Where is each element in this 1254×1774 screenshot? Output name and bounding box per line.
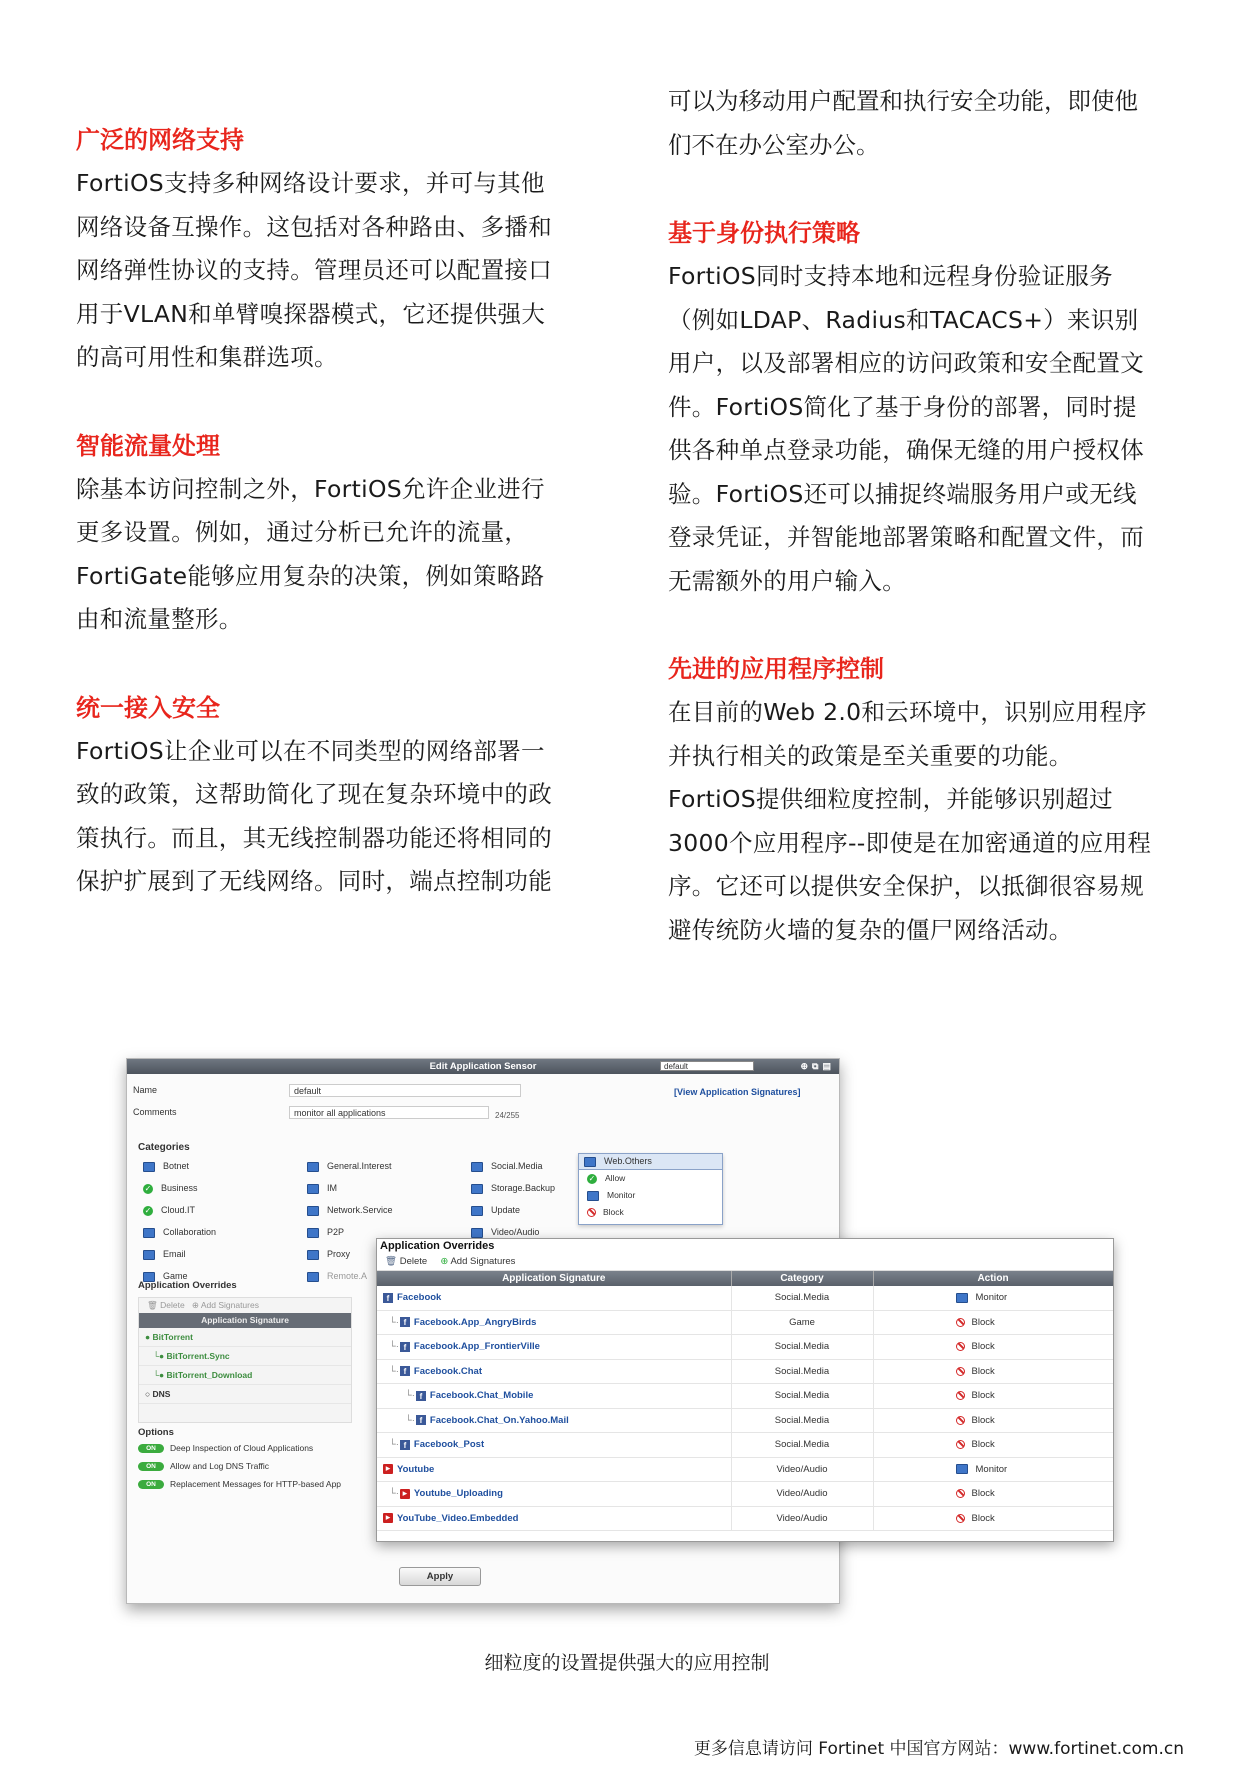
right-column [668, 80, 1188, 996]
table-row[interactable]: └· f Facebook.App_AngryBirds Game Block [377, 1310, 1113, 1335]
section-body [76, 730, 596, 904]
youtube-icon: ▶ [400, 1489, 410, 1499]
section-title: 统一接入安全 [76, 693, 220, 722]
action-dropdown[interactable] [578, 1153, 723, 1225]
text-line: （例如LDAP、Radius和TACACS+）来识别 [668, 305, 1139, 334]
mini-row[interactable]: └● BitTorrent.Sync [139, 1347, 351, 1366]
monitor-icon [307, 1272, 319, 1282]
text-line: 可以为移动用户配置和执行安全功能，即使他 [668, 87, 1138, 115]
text-line: 的高可用性和集群选项。 [76, 343, 338, 371]
text-line: 供各种单点登录功能，确保无缝的用户授权体 [668, 436, 1144, 464]
text-line: 们不在办公室办公。 [668, 130, 880, 159]
window-title-bar [127, 1059, 839, 1074]
monitor-icon [307, 1206, 319, 1216]
text-line: 策执行。而且，其无线控制器功能还将相同的 [76, 823, 552, 852]
text-line: 件。FortiOS简化了基于身份的部署，同时提 [668, 392, 1137, 421]
category-item[interactable]: IM [307, 1183, 337, 1194]
option-row[interactable]: ON Allow and Log DNS Traffic [138, 1461, 269, 1471]
allow-icon: ✓ [144, 1205, 152, 1215]
categories-heading: Categories [138, 1142, 190, 1153]
monitor-icon [471, 1162, 483, 1172]
youtube-icon: ▶ [383, 1464, 393, 1474]
monitor-icon [584, 1157, 596, 1167]
allow-icon: ✓ [588, 1173, 596, 1183]
monitor-icon [307, 1228, 319, 1238]
section-app-control [668, 647, 1188, 952]
table-row[interactable]: └· f Facebook.App_FrontierVille Social.Media Block [377, 1335, 1113, 1360]
table-row[interactable]: └· f Facebook_Post Social.Media Block [377, 1433, 1113, 1458]
category-item[interactable]: Social.Media [471, 1161, 543, 1172]
profile-select[interactable]: default [660, 1061, 754, 1071]
overrides-heading: Application Overrides [138, 1280, 237, 1291]
section-title: 广泛的网络支持 [76, 126, 244, 154]
category-item[interactable]: Collaboration [143, 1227, 216, 1238]
toggle-switch[interactable]: ON [138, 1462, 164, 1471]
facebook-icon: f [416, 1415, 426, 1425]
category-item[interactable]: Botnet [143, 1161, 189, 1172]
facebook-icon: f [400, 1366, 410, 1376]
section-traffic-processing [76, 424, 596, 642]
text-line: 由和流量整形。 [76, 605, 243, 633]
text-line: 登录凭证，并智能地部署策略和配置文件，而 [668, 523, 1144, 551]
block-icon [956, 1416, 965, 1425]
category-item[interactable]: Proxy [307, 1249, 350, 1260]
monitor-icon [956, 1464, 968, 1474]
char-counter: 24/255 [495, 1111, 520, 1120]
text-line: 无需额外的用户输入。 [668, 566, 906, 595]
mini-row[interactable]: └● BitTorrent_Download [139, 1366, 351, 1385]
toolbar-icons[interactable]: ⊕⧉▤ [800, 1061, 835, 1071]
category-item[interactable]: Email [143, 1249, 186, 1260]
text-line: FortiGate能够应用复杂的决策，例如策略路 [76, 561, 545, 590]
column-header[interactable]: Category [731, 1271, 873, 1286]
category-item[interactable]: Remote.A [307, 1271, 367, 1282]
category-item[interactable]: General.Interest [307, 1161, 392, 1172]
left-column [76, 118, 596, 948]
text-line: FortiOS提供细粒度控制，并能够识别超过 [668, 785, 1113, 813]
youtube-icon: ▶ [383, 1513, 393, 1523]
add-signatures-button[interactable]: ⊕ Add Signatures [440, 1256, 516, 1267]
block-icon [956, 1440, 965, 1449]
continued-paragraph [668, 80, 1188, 167]
monitor-icon [307, 1162, 319, 1172]
option-row[interactable]: ON Replacement Messages for HTTP-based App [138, 1479, 341, 1489]
text-line: 用户，以及部署相应的访问政策和安全配置文 [668, 349, 1144, 377]
mini-row[interactable]: ○ DNS [139, 1385, 351, 1404]
table-row[interactable]: └· ▶ Youtube_Uploading Video/Audio Block [377, 1482, 1113, 1507]
plus-icon: ⊕ [440, 1256, 449, 1267]
delete-button[interactable]: 🗑 Delete [385, 1256, 428, 1267]
monitor-icon [143, 1162, 155, 1172]
text-line: 保护扩展到了无线网络。同时，端点控制功能 [76, 867, 552, 895]
text-line: 用于VLAN和单臂嗅探器模式，它还提供强大 [76, 299, 546, 328]
monitor-icon [587, 1191, 599, 1201]
table-row[interactable]: └· f Facebook.Chat Social.Media Block [377, 1359, 1113, 1384]
column-header[interactable]: Action [873, 1271, 1113, 1286]
text-line: 网络弹性协议的支持。管理员还可以配置接口 [76, 256, 552, 284]
monitor-icon [307, 1250, 319, 1260]
mini-column-header: Application Signature [139, 1313, 351, 1328]
section-body [76, 162, 596, 380]
name-label: Name [133, 1085, 158, 1095]
table-row[interactable]: ▶ Youtube Video/Audio Monitor [377, 1457, 1113, 1482]
table-header-row [377, 1271, 1113, 1286]
section-body [76, 468, 596, 642]
text-line: 3000个应用程序--即使是在加密通道的应用程 [668, 828, 1152, 857]
text-line: 避传统防火墙的复杂的僵尸网络活动。 [668, 915, 1073, 944]
block-icon [956, 1318, 965, 1327]
text-line: FortiOS让企业可以在不同类型的网络部署一 [76, 736, 545, 765]
block-icon [956, 1342, 965, 1351]
section-body [668, 255, 1188, 603]
category-item[interactable]: Network.Service [307, 1205, 393, 1216]
monitor-icon [471, 1228, 483, 1238]
overlay-toolbar [377, 1254, 1113, 1271]
table-row[interactable]: └· f Facebook.Chat_On.Yahoo.Mail Social.Media Block [377, 1408, 1113, 1433]
table-row[interactable]: ▶ YouTube_Video.Embedded Video/Audio Block [377, 1506, 1113, 1531]
monitor-icon [143, 1228, 155, 1238]
text-line: 验。FortiOS还可以捕捉终端服务用户或无线 [668, 479, 1137, 508]
allow-icon: ✓ [144, 1183, 152, 1193]
table-row[interactable]: └· f Facebook.Chat_Mobile Social.Media Block [377, 1384, 1113, 1409]
mini-toolbar [139, 1298, 351, 1313]
text-line: 更多设置。例如，通过分析已允许的流量， [76, 518, 529, 546]
category-item[interactable]: ✓ Business [144, 1183, 198, 1193]
mini-row[interactable]: ● BitTorrent [139, 1328, 351, 1347]
trash-icon: 🗑 [385, 1256, 398, 1267]
section-title: 先进的应用程序控制 [668, 655, 884, 683]
comments-input[interactable]: monitor all applications [289, 1106, 489, 1119]
text-line: FortiOS支持多种网络设计要求，并可与其他 [76, 169, 545, 197]
view-signatures-link[interactable]: [View Application Signatures] [674, 1087, 801, 1097]
block-icon [956, 1514, 965, 1523]
facebook-icon: f [416, 1391, 426, 1401]
category-item[interactable]: Storage.Backup [471, 1183, 555, 1194]
text-line: 除基本访问控制之外，FortiOS允许企业进行 [76, 474, 545, 503]
monitor-icon [307, 1184, 319, 1194]
section-unified-access [76, 686, 596, 904]
dropdown-option-block[interactable]: Block [579, 1204, 722, 1221]
page-footer: 更多信息请访问 Fortinet 中国官方网站：www.fortinet.com.cn [693, 1739, 1184, 1759]
overrides-table [377, 1271, 1114, 1531]
window-title: Edit Application Sensor [429, 1061, 537, 1072]
block-icon [956, 1489, 965, 1498]
facebook-icon: f [400, 1342, 410, 1352]
facebook-icon: f [400, 1317, 410, 1327]
facebook-icon: f [400, 1440, 410, 1450]
category-item[interactable]: Update [471, 1205, 520, 1216]
text-line: FortiOS同时支持本地和远程身份验证服务 [668, 262, 1113, 290]
text-line: 在目前的Web 2.0和云环境中，识别应用程序 [668, 698, 1147, 726]
table-row[interactable]: f Facebook Social.Media Monitor [377, 1286, 1113, 1310]
category-item[interactable]: P2P [307, 1227, 344, 1238]
comments-label: Comments [133, 1107, 177, 1117]
monitor-icon [956, 1293, 968, 1303]
category-item[interactable]: Video/Audio [471, 1227, 539, 1238]
monitor-icon [471, 1184, 483, 1194]
options-heading: Options [138, 1427, 174, 1438]
block-icon [956, 1367, 965, 1376]
dropdown-header[interactable]: Web.Others [579, 1154, 722, 1170]
section-title: 智能流量处理 [76, 431, 220, 460]
facebook-icon: f [383, 1293, 393, 1303]
category-item[interactable]: ✓ Cloud.IT [144, 1205, 196, 1215]
dropdown-option-allow[interactable]: ✓ Allow [588, 1173, 626, 1183]
overlay-title: Application Overrides [380, 1240, 495, 1252]
name-input[interactable]: default [289, 1084, 521, 1097]
toggle-switch[interactable]: ON [138, 1480, 164, 1489]
category-item[interactable]: Game [143, 1271, 188, 1282]
section-network-support [76, 118, 596, 380]
section-body [668, 691, 1188, 952]
option-row[interactable]: ON Deep Inspection of Cloud Applications [138, 1443, 313, 1453]
dropdown-option-monitor[interactable]: Monitor [579, 1187, 722, 1204]
block-icon [587, 1208, 596, 1217]
section-title: 基于身份执行策略 [668, 219, 860, 247]
block-icon [956, 1391, 965, 1400]
column-header[interactable]: Application Signature [377, 1271, 731, 1286]
add-signatures-button[interactable]: ⊕ Add Signatures [191, 1300, 259, 1310]
figure-caption: 细粒度的设置提供强大的应用控制 [484, 1652, 770, 1674]
monitor-icon [143, 1250, 155, 1260]
apply-button[interactable]: Apply [399, 1567, 481, 1586]
delete-button[interactable]: 🗑 Delete [147, 1300, 185, 1310]
section-identity-policy [668, 211, 1188, 603]
text-line: 网络设备互操作。这包括对各种路由、多播和 [76, 212, 552, 241]
text-line: 序。它还可以提供安全保护，以抵御很容易规 [668, 872, 1144, 900]
text-line: 并执行相关的政策是至关重要的功能。 [668, 741, 1073, 770]
toggle-switch[interactable]: ON [138, 1444, 164, 1453]
overrides-mini-panel [138, 1297, 352, 1423]
text-line: 致的政策，这帮助简化了现在复杂环境中的政 [76, 780, 552, 808]
monitor-icon [471, 1206, 483, 1216]
overrides-zoom-panel [376, 1238, 1114, 1542]
